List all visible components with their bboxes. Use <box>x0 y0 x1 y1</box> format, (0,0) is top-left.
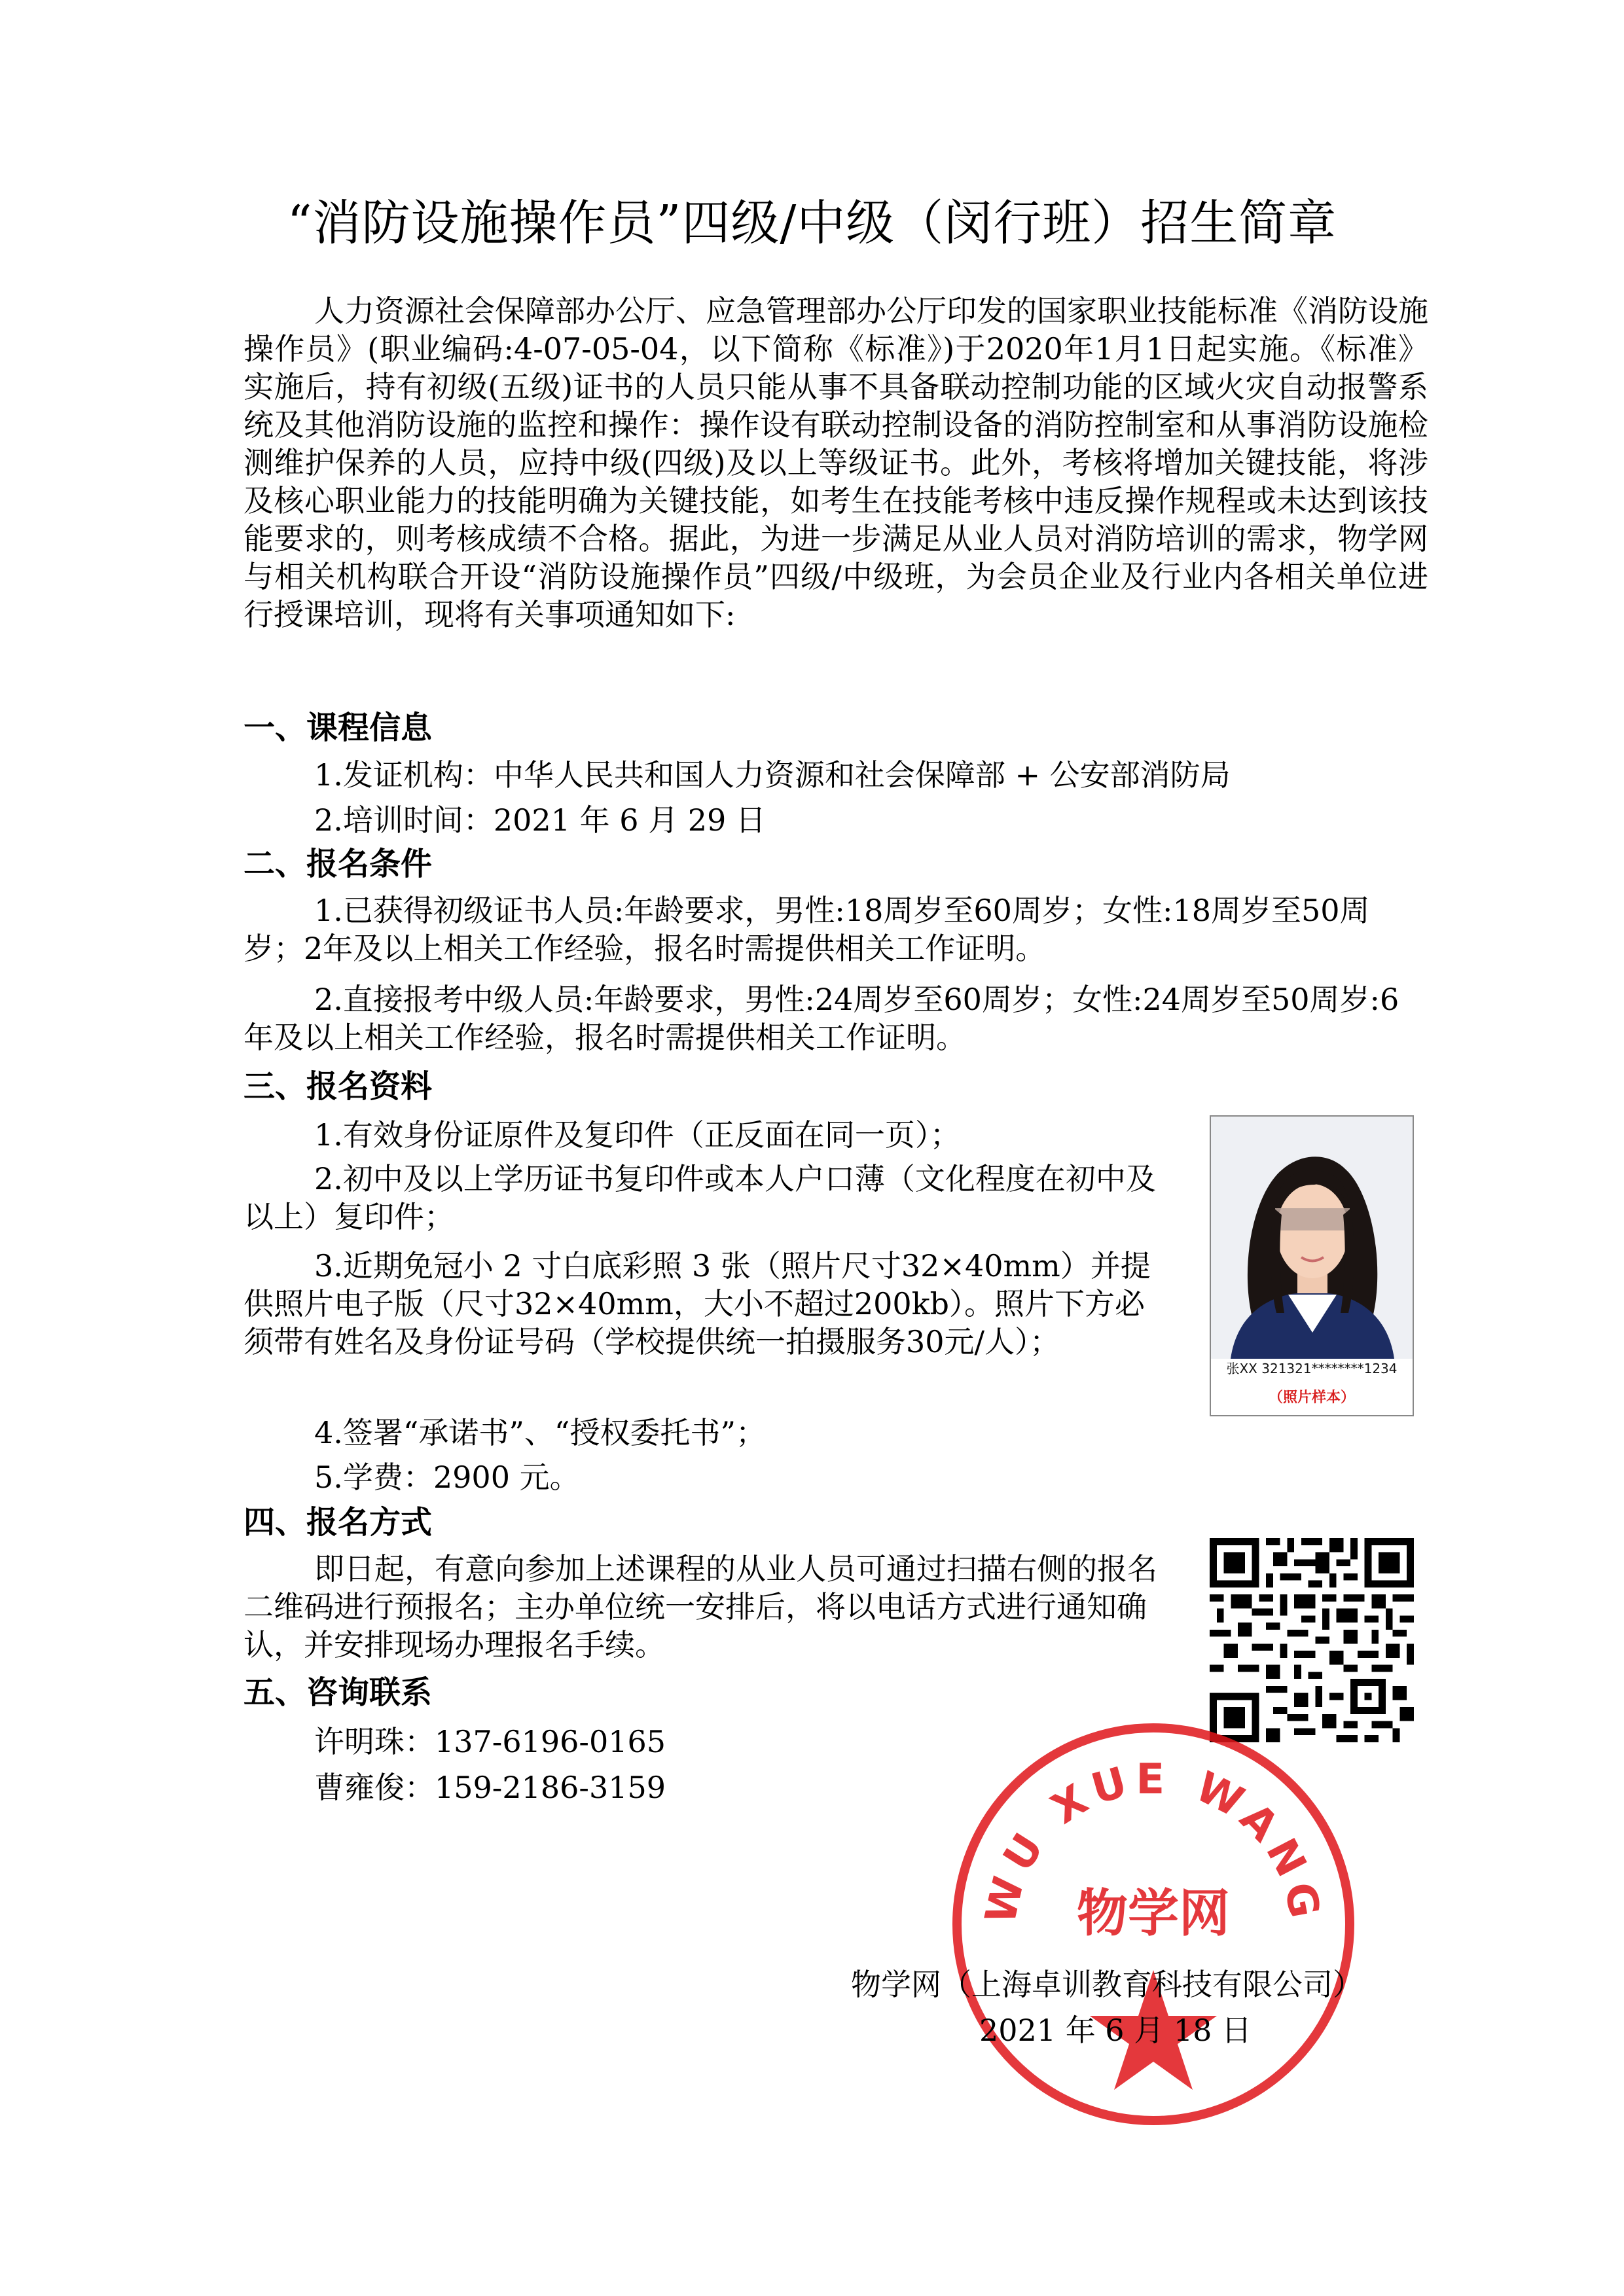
portrait-photo <box>1211 1117 1413 1359</box>
seal-center-text: 物学网 <box>1076 1884 1231 1943</box>
condition-item: 2.直接报考中级人员:年龄要求，男性:24周岁至60周岁；女性:24周岁至50周岁:6年及以上相关工作经验，报名时需提供相关工作证明。 <box>244 982 1399 1055</box>
material-item: 1.有效身份证原件及复印件（正反面在同一页）； <box>314 1117 960 1153</box>
photo-caption: 张XX 321321********1234 <box>1226 1361 1398 1376</box>
section-heading-course: 一、课程信息 <box>244 709 433 746</box>
photo-sample-label: （照片样本） <box>1268 1390 1355 1406</box>
qr-code-icon[interactable] <box>1210 1538 1414 1742</box>
course-item: 2.培训时间：2021 年 6 月 29 日 <box>314 802 766 838</box>
material-item: 2.初中及以上学历证书复印件或本人户口薄（文化程度在初中及以上）复印件； <box>244 1161 1156 1234</box>
section-heading-materials: 三、报名资料 <box>244 1068 433 1105</box>
page-title: “消防设施操作员”四级/中级（闵行班）招生简章 <box>287 195 1337 251</box>
section-heading-method: 四、报名方式 <box>244 1504 433 1541</box>
contact-person: 曹雍俊：159-2186-3159 <box>314 1770 666 1805</box>
material-item: 3.近期免冠小 2 寸白底彩照 3 张（照片尺寸32×40mm）并提供照片电子版（尺寸32×40mm，大小不超过200kb）。照片下方必须带有姓名及身份证号码（学校提供统一拍摄服务30元/人）； <box>244 1248 1151 1359</box>
photo-sample-card <box>1210 1115 1414 1416</box>
signature-date: 2021 年 6 月 18 日 <box>979 2013 1252 2048</box>
intro-paragraph: 人力资源社会保障部办公厅、应急管理部办公厅印发的国家职业技能标准《消防设施操作员》(职业编码:4-07-05-04，以下简称《标准》)于2020年1月1日起实施。《标准》实施后，持有初级(五级)证书的人员只能从事不具备联动控制功能的区域火灾自动报警系统及其他消防设施的监控和操作：操作设有联动控制设备的消防控制室和从事消防设施检测维护保养的人员，应持中级(四级)及以上等级证书。此外，考核将增加关键技能，将涉及核心职业能力的技能明确为关键技能，如考生在技能考核中违反操作规程或未达到该技能要求的，则考核成绩不合格。据此，为进一步满足从业人员对消防培训的需求，物学网与相关机构联合开设“消防设施操作员”四级/中级班，为会员企业及行业内各相关单位进行授课培训，现将有关事项通知如下: <box>244 293 1428 632</box>
contact-person: 许明珠：137-6196-0165 <box>314 1724 666 1759</box>
material-item: 4.签署“承诺书”、“授权委托书”； <box>314 1415 766 1450</box>
seal-arc-text: WU XUE WANG <box>976 1755 1330 1929</box>
section-heading-contact: 五、咨询联系 <box>244 1674 433 1711</box>
section-heading-conditions: 二、报名条件 <box>244 846 433 882</box>
official-seal-icon <box>944 1715 1363 2134</box>
signature-org: 物学网（上海卓训教育科技有限公司） <box>851 1967 1363 2002</box>
course-item: 1.发证机构：中华人民共和国人力资源和社会保障部 + 公安部消防局 <box>314 757 1231 793</box>
method-text: 即日起，有意向参加上述课程的从业人员可通过扫描右侧的报名二维码进行预报名；主办单位统一安排后，将以电话方式进行通知确认，并安排现场办理报名手续。 <box>244 1551 1157 1662</box>
condition-item: 1.已获得初级证书人员:年龄要求，男性:18周岁至60周岁；女性:18周岁至50周岁；2年及以上相关工作经验，报名时需提供相关工作证明。 <box>244 893 1370 966</box>
material-item: 5.学费：2900 元。 <box>314 1460 580 1495</box>
